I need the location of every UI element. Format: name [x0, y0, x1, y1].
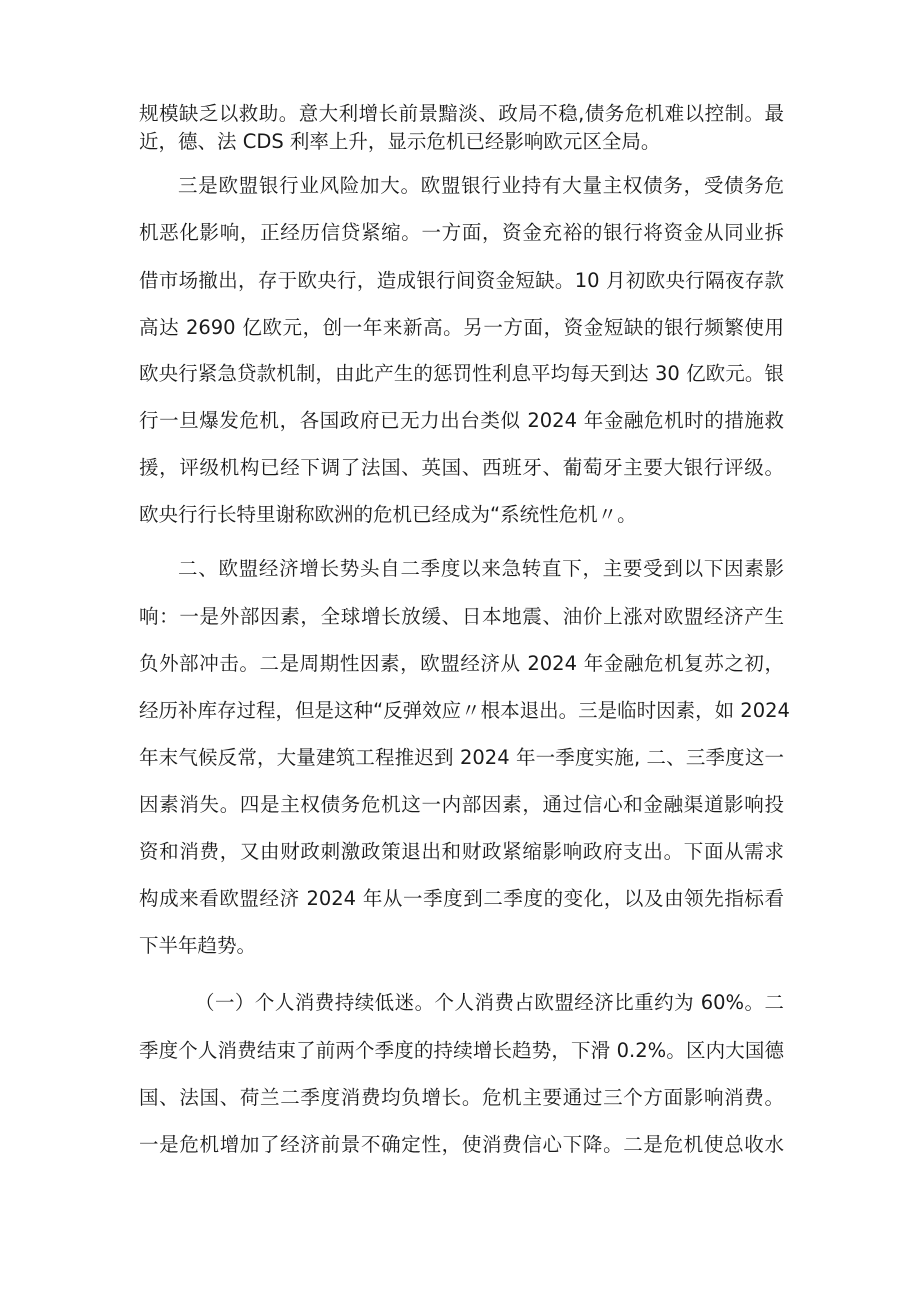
paragraph-3-line-6: 因素消失。四是主权债务危机这一内部因素，通过信心和金融渠道影响投 — [139, 793, 784, 816]
paragraph-4-line-4: 一是危机增加了经济前景不确定性，使消费信心下降。二是危机使总收水 — [139, 1133, 784, 1156]
paragraph-3-line-7: 资和消费，又由财政刺激政策退出和财政紧缩影响政府支出。下面从需求 — [139, 840, 784, 863]
paragraph-2-line-8: 欧央行行长特里谢称欧洲的危机已经成为“系统性危机〃。 — [139, 503, 637, 526]
paragraph-2-line-4: 高达 2690 亿欧元，创一年来新高。另一方面，资金短缺的银行频繁使用 — [139, 316, 784, 339]
paragraph-2-line-7: 援，评级机构已经下调了法国、英国、西班牙、葡萄牙主要大银行评级。 — [139, 456, 784, 479]
paragraph-3-line-3: 负外部冲击。二是周期性因素，欧盟经济从 2024 年金融危机复苏之初， — [139, 652, 784, 675]
paragraph-2-line-3: 借市场撤出，存于欧央行，造成银行间资金短缺。10 月初欧央行隔夜存款 — [139, 269, 784, 292]
paragraph-3-line-1: 二、欧盟经济增长势头自二季度以来急转直下，主要受到以下因素影 — [178, 557, 784, 580]
paragraph-3-line-4: 经历补库存过程，但是这种“反弹效应〃根本退出。三是临时因素，如 2024 — [139, 699, 790, 722]
paragraph-2-line-2: 机恶化影响，正经历信贷紧缩。一方面，资金充裕的银行将资金从同业拆 — [139, 221, 784, 244]
paragraph-4-line-3: 国、法国、荷兰二季度消费均负增长。危机主要通过三个方面影响消费。 — [139, 1086, 784, 1109]
paragraph-2-line-5: 欧央行紧急贷款机制，由此产生的惩罚性利息平均每天到达 30 亿欧元。银 — [139, 362, 784, 385]
paragraph-2-line-1: 三是欧盟银行业风险加大。欧盟银行业持有大量主权债务，受债务危 — [178, 174, 784, 197]
paragraph-3-line-5: 年末气候反常，大量建筑工程推迟到 2024 年一季度实施, 二、三季度这一 — [139, 746, 784, 769]
paragraph-3-line-9: 下半年趋势。 — [139, 934, 257, 957]
paragraph-1-line-1: 规模缺乏以救助。意大利增长前景黯淡、政局不稳,债务危机难以控制。最 — [139, 102, 784, 125]
paragraph-4-line-1: （一）个人消费持续低迷。个人消费占欧盟经济比重约为 60%。二 — [195, 991, 784, 1014]
paragraph-3-line-8: 构成来看欧盟经济 2024 年从一季度到二季度的变化，以及由领先指标看 — [139, 887, 784, 910]
paragraph-1-line-2: 近，德、法 CDS 利率上升，显示危机已经影响欧元区全局。 — [139, 130, 661, 153]
paragraph-3-line-2: 响：一是外部因素，全球增长放缓、日本地震、油价上涨对欧盟经济产生 — [139, 605, 784, 628]
paragraph-4-line-2: 季度个人消费结束了前两个季度的持续增长趋势，下滑 0.2%。区内大国德 — [139, 1039, 784, 1062]
paragraph-2-line-6: 行一旦爆发危机，各国政府已无力出台类似 2024 年金融危机时的措施救 — [139, 409, 784, 432]
